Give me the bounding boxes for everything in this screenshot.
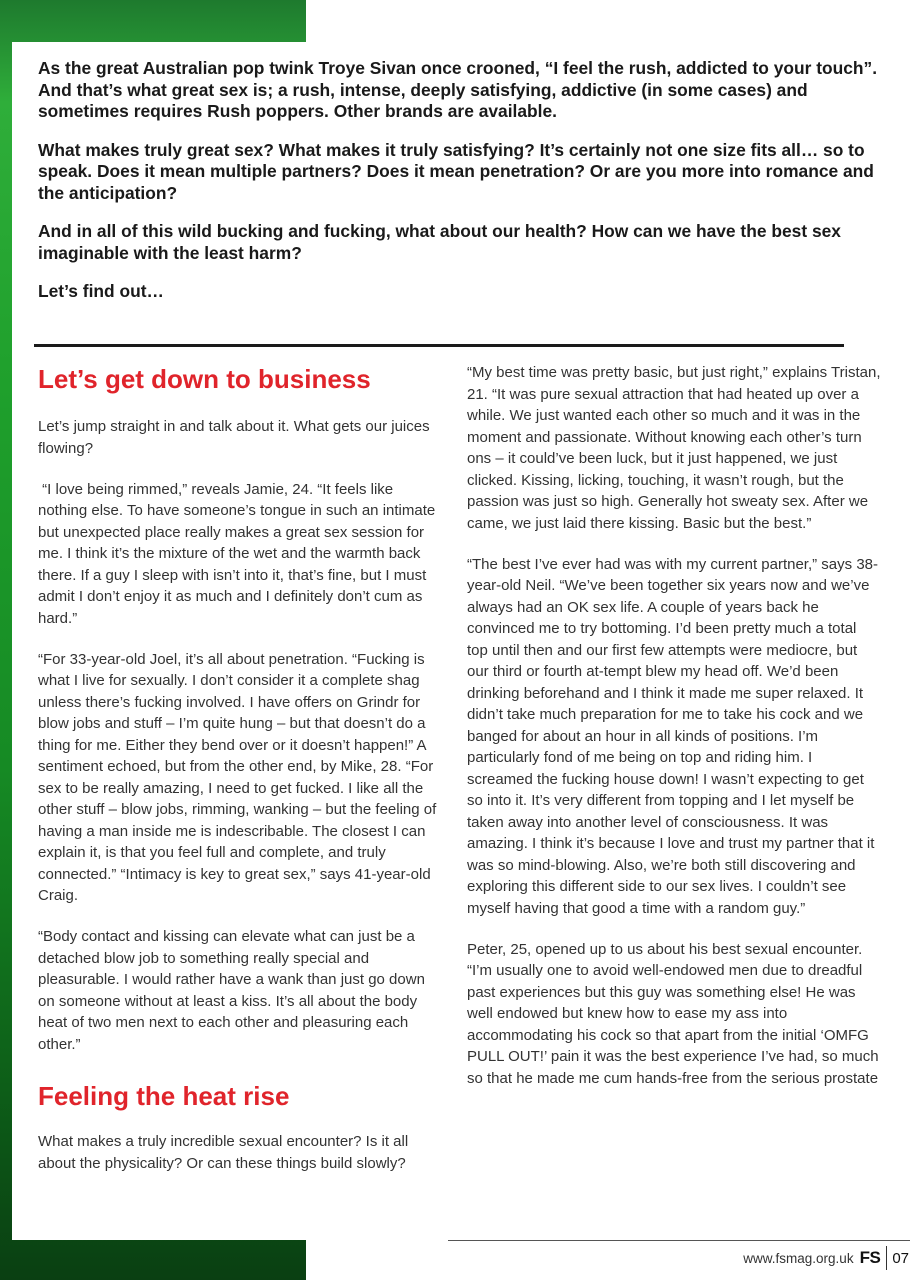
body-paragraph: “The best I’ve ever had was with my current partner,” says 38-year-old Neil. “We’ve been together six years now and we’ve always had an OK sex life. A couple of years back he convinced me to try bottoming. I’d been pretty much a total top until then and our first few attempts were mediocre, but our third or fourth at-tempt blew my head off. We’d been drinking beforehand and I think it made me super relaxed. It didn’t take much preparation for me to take his cock and we banged for about an hour in all kinds of positions. I’m particularly fond of me being on top and riding him. I screamed the fucking house down! I wasn’t expecting to get so into it. It’s very different from topping and I let myself be taken away into another level of consciousness. It was amazing. I think it’s because I love and trust my partner that it was so mind-blowing. Also, we’re both still discovering and exploring this different side to our sex lives. I couldn’t see myself having that good a time with a random guy.” bbox=[467, 555, 878, 917]
footer-rule bbox=[448, 1240, 910, 1241]
right-column bbox=[467, 362, 881, 1109]
intro-paragraph: Let’s find out… bbox=[38, 281, 164, 301]
section-heading: Feeling the heat rise bbox=[38, 1081, 290, 1111]
page-footer bbox=[743, 1244, 909, 1272]
left-column bbox=[38, 362, 442, 1194]
intro-paragraph: What makes truly great sex? What makes it truly satisfying? It’s certainly not one size fits all… so to speak. Does it mean multiple partners? Does it mean penetration? Or are you more into romance and the anticipation? bbox=[38, 139, 874, 203]
intro-paragraph: And in all of this wild bucking and fucking, what about our health? How can we have the best sex imaginable with the least harm? bbox=[38, 221, 841, 263]
page-number: 07 bbox=[892, 1249, 909, 1267]
intro-paragraph: As the great Australian pop twink Troye Sivan once crooned, “I feel the rush, addicted to your touch”. And that’s what great sex is; a rush, intense, deeply satisfying, addictive (in some cases) and sometimes requires Rush poppers. Other brands are available. bbox=[38, 58, 878, 121]
footer-url[interactable]: www.fsmag.org.uk bbox=[743, 1250, 854, 1266]
magazine-logo: FS bbox=[859, 1248, 881, 1267]
body-paragraph: What makes a truly incredible sexual encounter? Is it all about the physicality? Or can these things build slowly? bbox=[38, 1133, 409, 1172]
body-paragraph: “I love being rimmed,” reveals Jamie, 24. “It feels like nothing else. To have someone’s tongue in such an intimate but unexpected place really makes a great sex session for me. I think it’s the mixture of the wet and the warmth back there. If a guy I sleep with isn’t into it, that’s fine, but I must admit I don’t enjoy it as much and I definitely don’t cum as hard.” bbox=[38, 480, 440, 627]
body-paragraph: “For 33-year-old Joel, it’s all about penetration. “Fucking is what I live for sexually. I don’t consider it a complete shag unless there’s fucking involved. I have offers on Grindr for blow jobs and stuff – I’m quite hung – but that doesn’t do a thing for me. Either they bend over or it doesn’t happen!” A sentiment echoed, but from the other end, by Mike, 28. “For sex to be really amazing, I need to get fucked. I like all the other stuff – blow jobs, rimming, wanking – but the feeling of having a man inside me is indescribable. The closest I can explain it, is that you feel full and complete, and truly connected.” “Intimacy is key to great sex,” says 41-year-old Craig. bbox=[38, 650, 437, 904]
body-paragraph: “My best time was pretty basic, but just right,” explains Tristan, 21. “It was pure sexual attraction that had heated up over a while. We just wanted each other so much and it was in the moment and passionate. Without knowing each other’s turn ons – it could’ve been luck, but it just happened, we just clicked. Kissing, licking, touching, it wasn’t rough, but the passion was just so high. Generally hot sweaty sex. After we came, we just laid there kissing. Basic but the best.” bbox=[467, 364, 881, 532]
section-heading: Let’s get down to business bbox=[38, 364, 371, 394]
section-divider bbox=[34, 344, 844, 347]
footer-separator bbox=[886, 1246, 887, 1270]
body-paragraph: “Body contact and kissing can elevate what can just be a detached blow job to something really special and pleasurable. I would rather have a wank than just go down on someone without at least a kiss. It’s all about the body heat of two men next to each other and pleasuring each other.” bbox=[38, 928, 425, 1053]
body-paragraph: Peter, 25, opened up to us about his best sexual encounter. “I’m usually one to avoid well-endowed men due to dreadful past experiences but this guy was something else! He was well endowed but knew how to ease my ass into accommodating his cock so that apart from the initial ‘OMFG PULL OUT!’ pain it was the best experience I’ve had, so much so that he made me cum hands-free from the serious prostate bbox=[467, 940, 879, 1087]
body-paragraph: Let’s jump straight in and talk about it. What gets our juices flowing? bbox=[38, 418, 430, 457]
intro-section bbox=[38, 58, 888, 320]
